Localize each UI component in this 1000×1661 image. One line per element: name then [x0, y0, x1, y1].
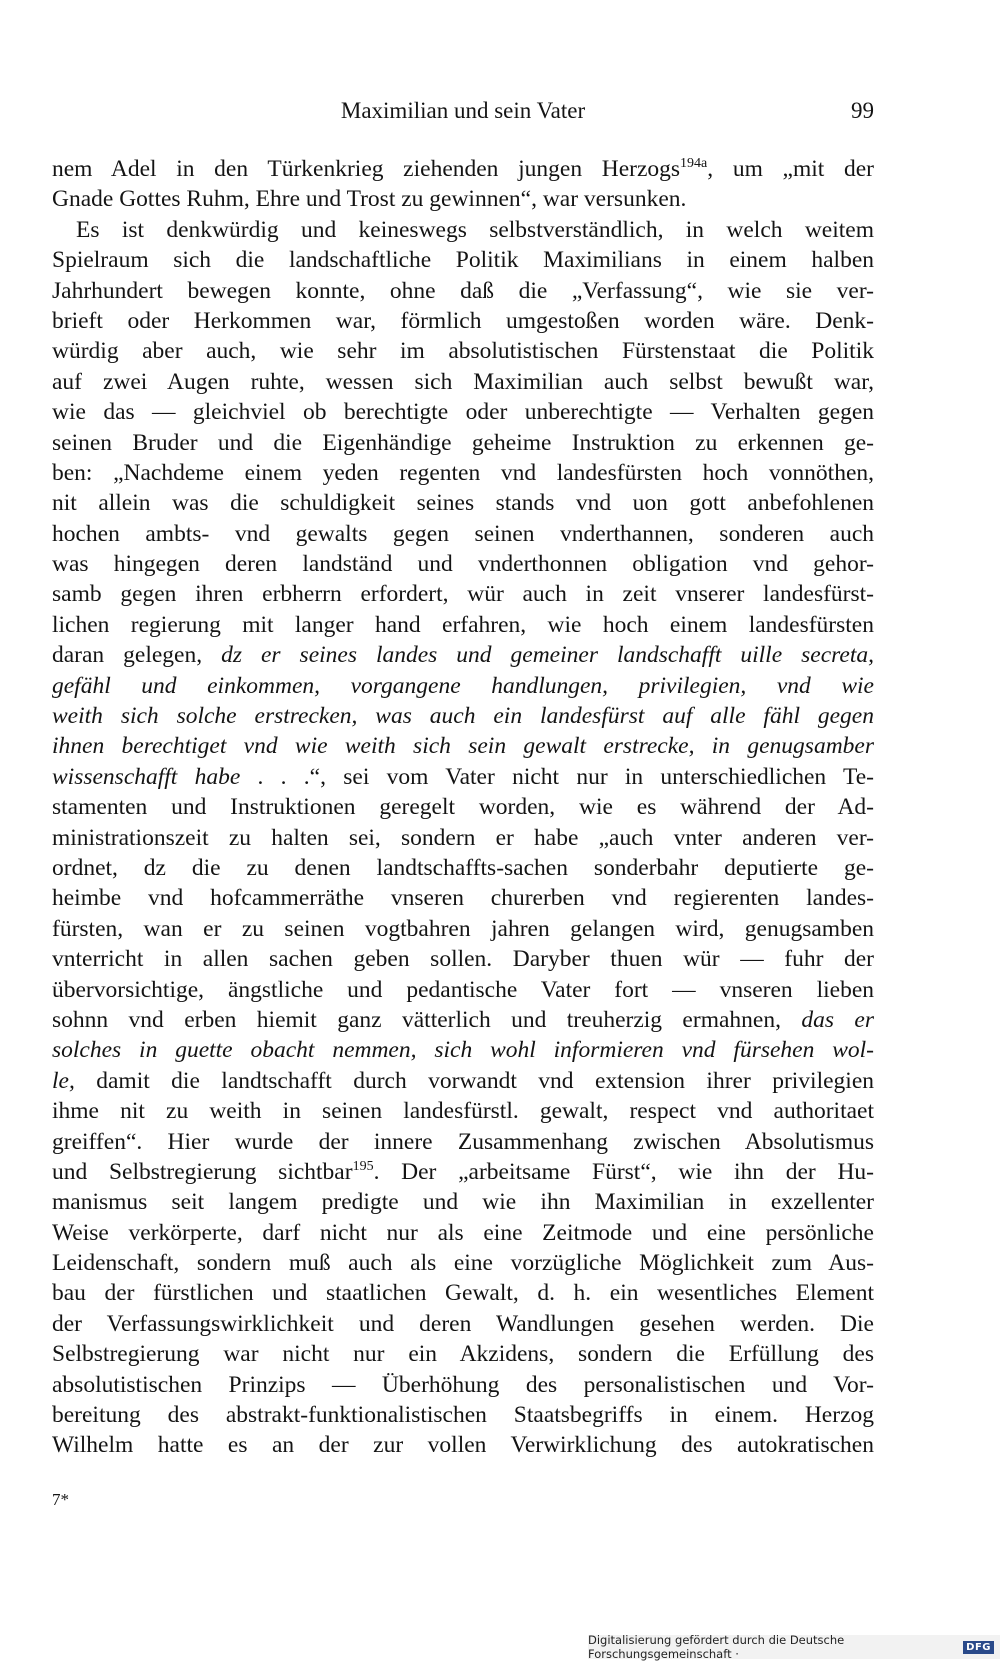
text-line: wie das — gleichviel ob berechtigte oder unberechtigte — Verhalten gegen: [52, 399, 874, 426]
text-line: nit allein was die schuldigkeit seines stands vnd uon gott anbefohlenen: [52, 490, 874, 517]
text-line: manismus seit langem predigte und wie ihn Maximilian in exzellenter: [52, 1189, 874, 1216]
text-line: ministrationszeit zu halten sei, sondern er habe „auch vnter anderen ver-: [52, 824, 874, 851]
body-text: [52, 154, 874, 1461]
text-line: daran gelegen, dz er seines landes und gemeiner landschafft uille secreta,: [52, 642, 874, 669]
text-line: weith sich solche erstrecken, was auch ein landesfürst auf alle fähl gegen: [52, 703, 874, 730]
footnote-ref[interactable]: 194a: [680, 156, 708, 171]
text-line: stamenten und Instruktionen geregelt worden, wie es während der Ad-: [52, 794, 874, 821]
text-line: absolutistischen Prinzips — Überhöhung des personalistischen und Vor-: [52, 1371, 874, 1398]
text-line: wissenschafft habe . . .“, sei vom Vater nicht nur in unterschiedlichen Te-: [52, 763, 874, 790]
page-number: 99: [851, 98, 874, 123]
dfg-logo-icon: DFG: [963, 1641, 994, 1654]
text-line: sohnn vnd erben hiemit ganz vätterlich und treuherzig ermahnen, das er: [52, 1006, 874, 1033]
text-line: Selbstregierung war nicht nur ein Akzidens, sondern die Erfüllung des: [52, 1341, 874, 1368]
text-line: fürsten, wan er zu seinen vogtbahren jahren gelangen wird, genugsamben: [52, 915, 874, 942]
footnote-ref[interactable]: 195: [352, 1158, 374, 1174]
text-line: auf zwei Augen ruhte, wessen sich Maximilian auch selbst bewußt war,: [52, 368, 874, 395]
text-line: nem Adel in den Türkenkrieg ziehenden jungen Herzogs$^{194a}$, um „mit der: [52, 156, 874, 182]
text-line: würdig aber auch, wie sehr im absolutistischen Fürstenstaat die Politik: [52, 338, 874, 365]
text-line: Leidenschaft, sondern muß auch als eine vorzügliche Möglichkeit zum Aus-: [52, 1250, 874, 1277]
running-head: [52, 96, 874, 130]
text-line: und Selbstregierung sichtbar$^{195}$. Der „arbeitsame Fürst“, wie ihn der Hu-: [52, 1158, 874, 1185]
text-line: hochen ambts- vnd gewalts gegen seinen vnderthannen, sonderen auch: [52, 520, 874, 547]
text-line: ordnet, dz die zu denen landtschaffts-sachen sonderbahr deputierte ge-: [52, 854, 874, 881]
text-line: was hingegen deren landständ und vnderthonnen obligation vnd gehor-: [52, 551, 874, 578]
text-line: bau der fürstlichen und staatlichen Gewalt, d. h. ein wesentliches Element: [52, 1280, 874, 1307]
text-line: übervorsichtige, ängstliche und pedantische Vater fort — vnseren lieben: [52, 976, 874, 1003]
footer-text: Digitalisierung gefördert durch die Deutsche Forschungsgemeinschaft ·: [588, 1633, 845, 1661]
text-line: Es ist denkwürdig und keineswegs selbstverständlich, in welch weitem: [76, 216, 874, 243]
text-line: der Verfassungswirklichkeit und deren Wandlungen gesehen werden. Die: [52, 1310, 874, 1337]
text-line: Gnade Gottes Ruhm, Ehre und Trost zu gewinnen“, war versunken.: [52, 186, 687, 213]
text-line: seinen Bruder und die Eigenhändige geheime Instruktion zu erkennen ge-: [52, 429, 874, 456]
sheet-signature: 7*: [52, 1490, 69, 1509]
text-line: Wilhelm hatte es an der zur vollen Verwirklichung des autokratischen: [52, 1432, 874, 1459]
text-line: Spielraum sich die landschaftliche Politik Maximilians in einem halben: [52, 247, 874, 274]
text-line: Jahrhundert bewegen konnte, ohne daß die „Verfassung“, wie sie ver-: [52, 277, 874, 304]
text-line: samb gegen ihren erbherrn erfordert, wür auch in zeit vnserer landesfürst-: [52, 581, 874, 608]
text-line: vnterricht in allen sachen geben sollen. Daryber thuen wür — fuhr der: [52, 946, 874, 973]
text-line: solches in guette obacht nemmen, sich wohl informieren vnd fürsehen wol-: [52, 1037, 874, 1064]
text-line: bereitung des abstrakt-funktionalistischen Staatsbegriffs in einem. Herzog: [52, 1402, 874, 1429]
text-line: greiffen“. Hier wurde der innere Zusammenhang zwischen Absolutismus: [52, 1128, 874, 1155]
text-line: gefähl und einkommen, vorgangene handlungen, privilegien, vnd wie: [52, 672, 874, 699]
text-line: ihnen berechtiget vnd wie weith sich sein gewalt erstrecke, in genugsamber: [52, 733, 874, 760]
text-line: ben: „Nachdeme einem yeden regenten vnd landesfürsten hoch vonnöthen,: [52, 459, 874, 486]
text-line: le, damit die landtschafft durch vorwandt vnd extension ihrer privilegien: [52, 1067, 874, 1094]
text-line: heimbe vnd hofcammerräthe vnseren churerben vnd regierenten landes-: [52, 885, 874, 912]
text-line: Weise verkörperte, darf nicht nur als eine Zeitmode und eine persönliche: [52, 1219, 874, 1246]
text-line: lichen regierung mit langer hand erfahren, wie hoch einem landesfürsten: [52, 611, 874, 638]
text-line: brieft oder Herkommen war, förmlich umgestoßen worden wäre. Denk-: [52, 307, 874, 334]
running-title: Maximilian und sein Vater: [340, 98, 586, 123]
text-line: ihme nit zu weith in seinen landesfürstl. gewalt, respect vnd authoritaet: [52, 1098, 874, 1125]
digitization-footer: [588, 1635, 1000, 1659]
